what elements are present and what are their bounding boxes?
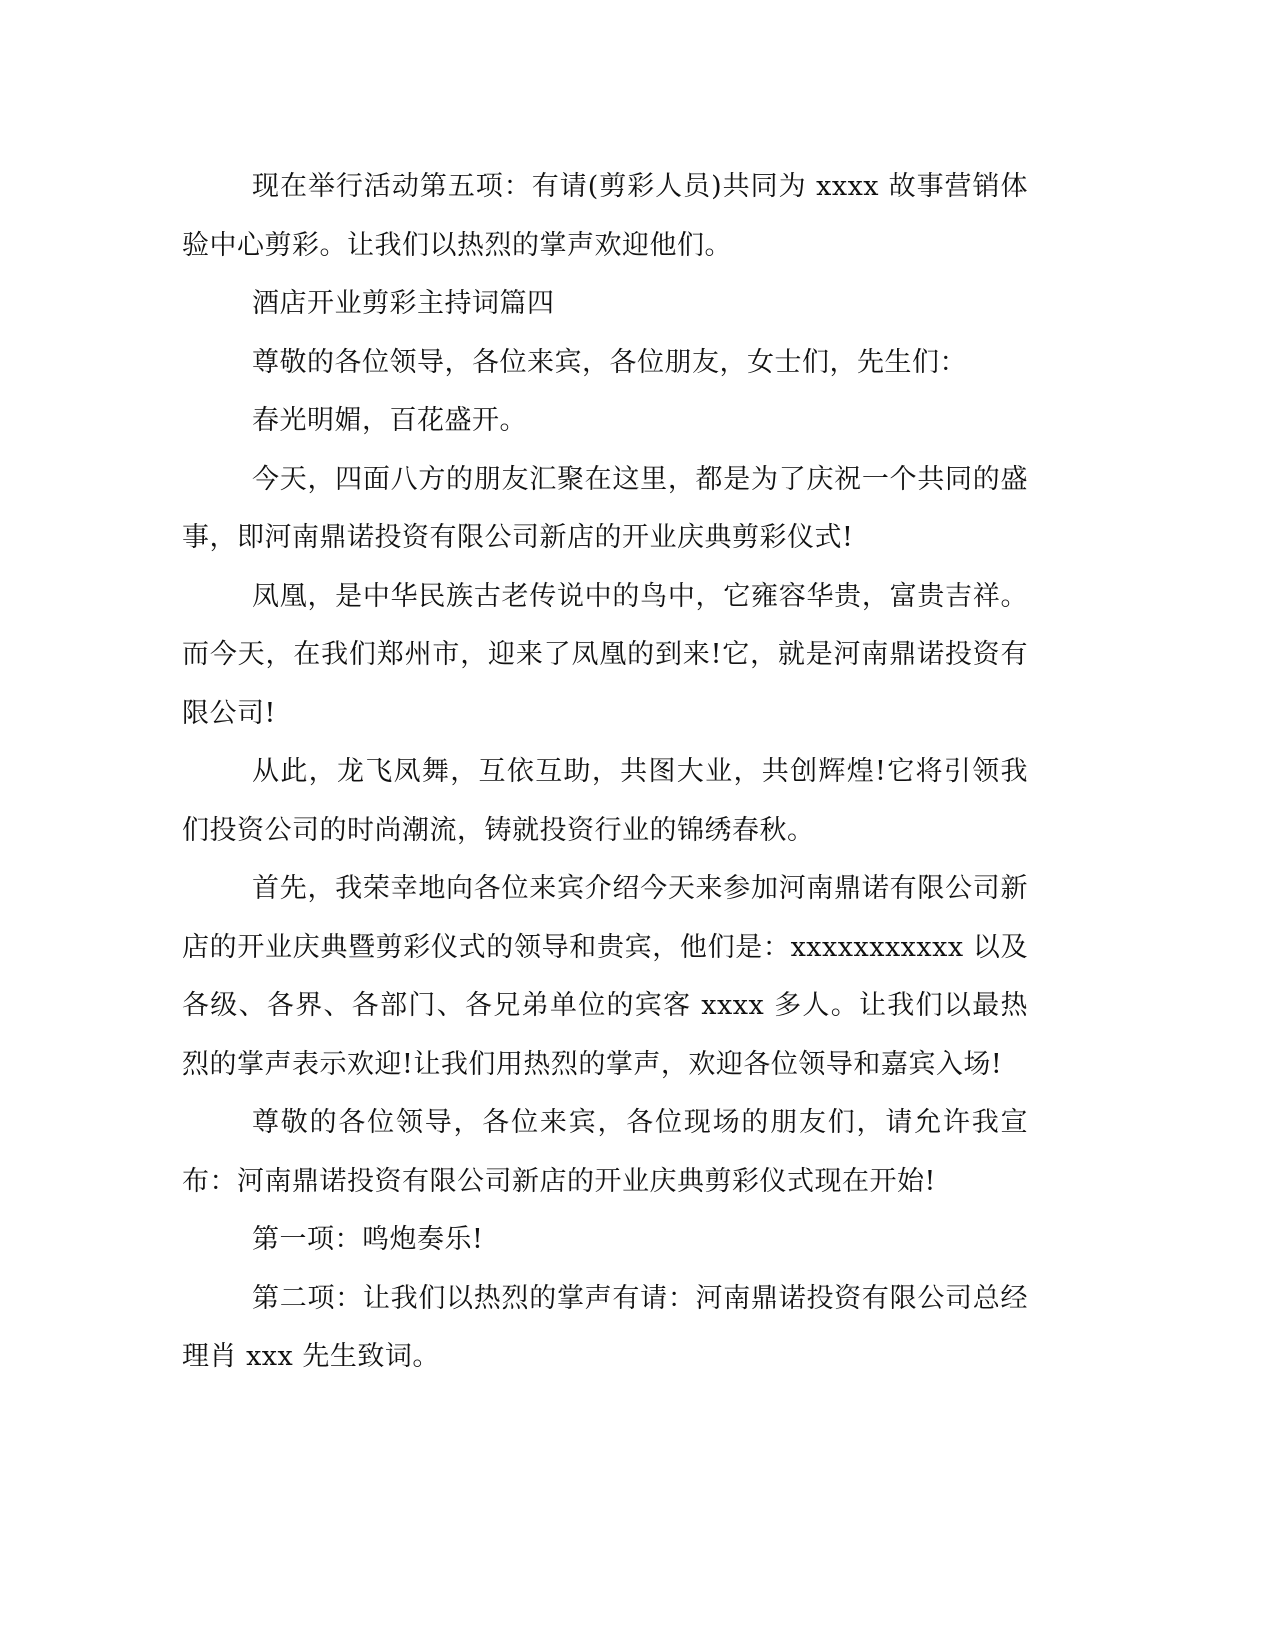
paragraph-dragon-phoenix: 从此，龙飞凤舞，互依互助，共图大业，共创辉煌!它将引领我们投资公司的时尚潮流，铸就投资行业的锦绣春秋。 bbox=[182, 756, 1028, 846]
document-body bbox=[182, 158, 1028, 1387]
paragraph-item-two: 第二项：让我们以热烈的掌声有请：河南鼎诺投资有限公司总经理肖 xxx 先生致词。 bbox=[182, 1282, 1028, 1372]
paragraph-cutting-ribbon-item-five: 现在举行活动第五项：有请(剪彩人员)共同为 xxxx 故事营销体验中心剪彩。让我们以热烈的掌声欢迎他们。 bbox=[182, 171, 1028, 261]
paragraph-gathering: 今天，四面八方的朋友汇聚在这里，都是为了庆祝一个共同的盛事，即河南鼎诺投资有限公司新店的开业庆典剪彩仪式! bbox=[182, 463, 1028, 553]
paragraph-spring-greeting: 春光明媚，百花盛开。 bbox=[252, 405, 527, 436]
section-heading: 酒店开业剪彩主持词篇四 bbox=[252, 288, 555, 319]
paragraph-phoenix: 凤凰，是中华民族古老传说中的鸟中，它雍容华贵，富贵吉祥。而今天，在我们郑州市，迎来了凤凰的到来!它，就是河南鼎诺投资有限公司! bbox=[182, 580, 1028, 729]
paragraph-item-one: 第一项：鸣炮奏乐! bbox=[252, 1224, 484, 1255]
paragraph-salutation: 尊敬的各位领导，各位来宾，各位朋友，女士们，先生们： bbox=[252, 346, 967, 378]
paragraph-guest-introduction: 首先，我荣幸地向各位来宾介绍今天来参加河南鼎诺有限公司新店的开业庆典暨剪彩仪式的领导和贵宾，他们是：xxxxxxxxxxx 以及各级、各界、各部门、各兄弟单位的宾客 xxxx 多人。让我们以最热烈的掌声表示欢迎!让我们用热烈的掌声，欢迎各位领导和嘉宾入场! bbox=[182, 873, 1028, 1080]
paragraph-ceremony-start: 尊敬的各位领导，各位来宾，各位现场的朋友们，请允许我宣布：河南鼎诺投资有限公司新店的开业庆典剪彩仪式现在开始! bbox=[182, 1107, 1028, 1197]
